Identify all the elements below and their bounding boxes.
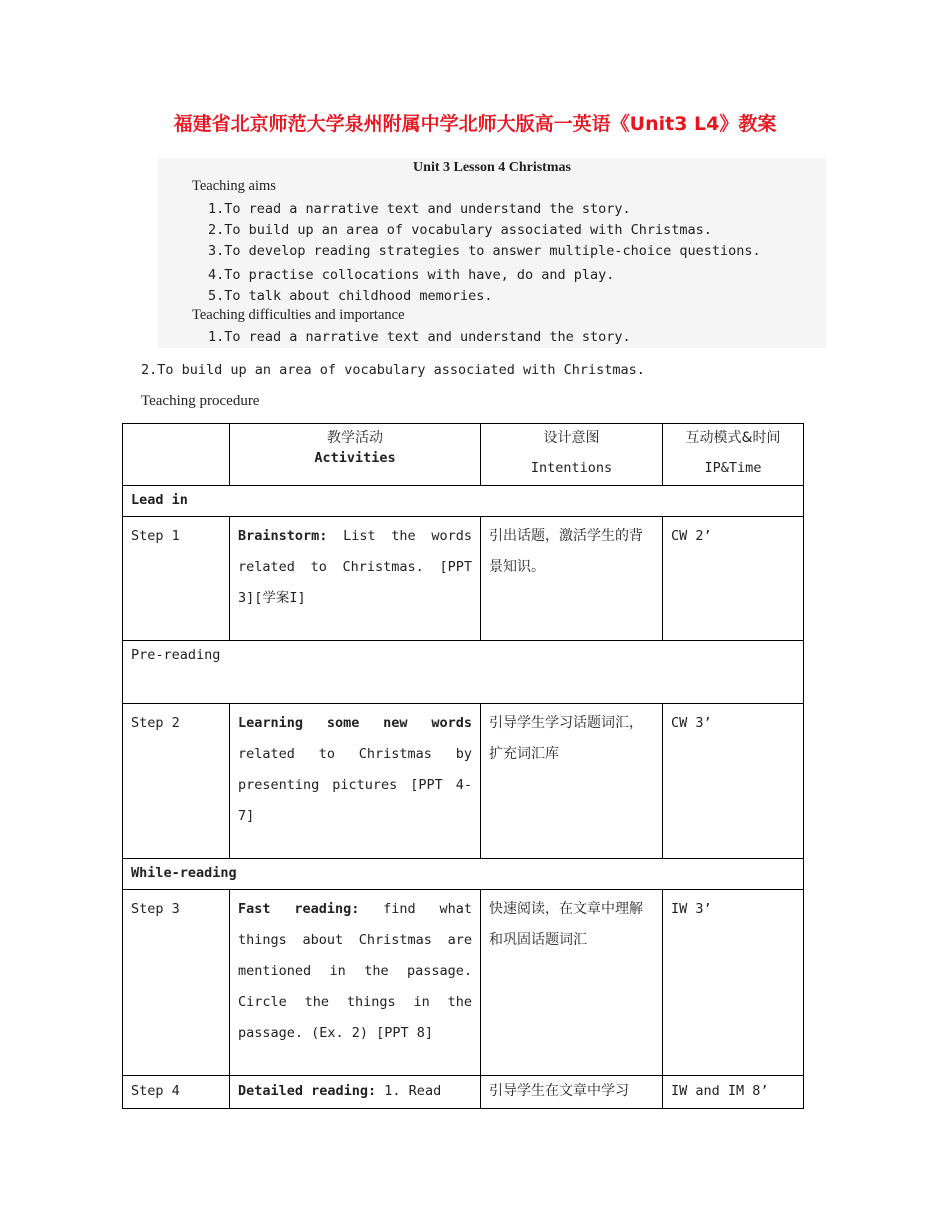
table-row (123, 704, 804, 859)
step-label: Step 2 (123, 704, 230, 859)
table-row (123, 890, 804, 1076)
table-row (123, 1076, 804, 1109)
ip-time-cell: CW 3’ (663, 704, 804, 859)
step-label: Step 1 (123, 517, 230, 641)
activity-cell: Learning some new words related to Christmas by presenting pictures [PPT 4-7] (230, 704, 481, 859)
header-ip-time: 互动模式&时间 IP&Time (663, 424, 804, 486)
lesson-heading: Unit 3 Lesson 4 Christmas (413, 160, 571, 175)
activity-cell: Detailed reading: 1. Read (230, 1076, 481, 1109)
header-intentions: 设计意图 Intentions (481, 424, 663, 486)
step-label: Step 3 (123, 890, 230, 1076)
aim-3: 3.To develop reading strategies to answer multiple-choice questions. (208, 243, 761, 259)
aim-4: 4.To practise collocations with have, do and play. (208, 267, 615, 283)
table-row (123, 517, 804, 641)
teaching-aims-image (158, 158, 826, 348)
intention-cell: 引出话题，激活学生的背景知识。 (481, 517, 663, 641)
aim-1: 1.To read a narrative text and understand the story. (208, 201, 631, 217)
ip-time-cell: IW 3’ (663, 890, 804, 1076)
activity-cell: Fast reading: find what things about Christmas are mentioned in the passage. Circle the things in the passage. (Ex. 2) [PPT 8] (230, 890, 481, 1076)
section-pre-reading: Pre-reading (123, 641, 804, 704)
activity-cell: Brainstorm: List the words related to Christmas. [PPT 3][学案I] (230, 517, 481, 641)
procedure-table (122, 423, 804, 1109)
procedure-label: Teaching procedure (141, 393, 260, 409)
document-title: 福建省北京师范大学泉州附属中学北师大版高一英语《Unit3 L4》教案 (173, 113, 777, 135)
aim-5: 5.To talk about childhood memories. (208, 288, 493, 304)
aim-2: 2.To build up an area of vocabulary associated with Christmas. (208, 222, 712, 238)
section-lead-in: Lead in (123, 486, 804, 517)
ip-time-cell: CW 2’ (663, 517, 804, 641)
step-label: Step 4 (123, 1076, 230, 1109)
section-row (123, 859, 804, 890)
intention-cell: 快速阅读，在文章中理解和巩固话题词汇 (481, 890, 663, 1076)
section-while-reading: While-reading (123, 859, 804, 890)
header-step-cell (123, 424, 230, 486)
section-row (123, 641, 804, 704)
ip-time-cell: IW and IM 8’ (663, 1076, 804, 1109)
intention-cell: 引导学生学习话题词汇，扩充词汇库 (481, 704, 663, 859)
table-header-row (123, 424, 804, 486)
difficulty-2: 2.To build up an area of vocabulary associated with Christmas. (141, 362, 645, 378)
section-row (123, 486, 804, 517)
header-activities: 教学活动 Activities (230, 424, 481, 486)
difficulties-label: Teaching difficulties and importance (192, 307, 405, 323)
difficulty-1: 1.To read a narrative text and understand the story. (208, 329, 631, 345)
teaching-aims-label: Teaching aims (192, 178, 276, 194)
intention-cell: 引导学生在文章中学习 (481, 1076, 663, 1109)
